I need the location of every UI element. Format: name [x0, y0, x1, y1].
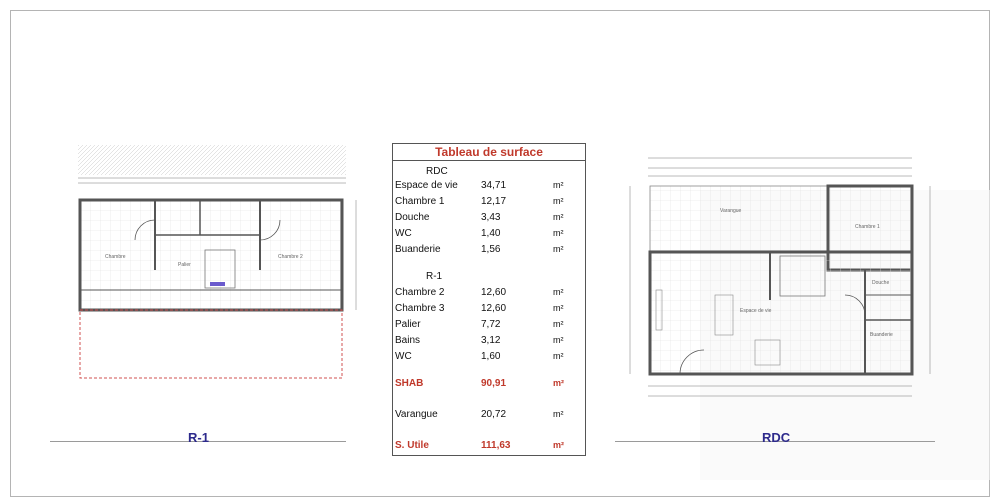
shab-row: SHAB 90,91 m² — [395, 378, 564, 389]
room-label-varangue: Varangue — [720, 208, 742, 214]
table-row: Chambre 3 12,60 m² — [395, 303, 564, 314]
room-label-chambre-left: Chambre — [105, 254, 126, 260]
table-row: WC 1,40 m² — [395, 228, 564, 239]
r1-section-header: R-1 — [426, 271, 443, 282]
room-label-chambre1: Chambre 1 — [855, 224, 880, 230]
table-row: Chambre 2 12,60 m² — [395, 287, 564, 298]
room-label-douche: Douche — [872, 280, 890, 286]
room-label-palier: Palier — [178, 262, 191, 268]
plan-r1 — [60, 140, 370, 385]
plan-rdc-drawing — [620, 150, 950, 410]
rdc-section-header: RDC — [426, 166, 448, 177]
table-row: Chambre 1 12,17 m² — [395, 196, 564, 207]
plan-r1-drawing — [60, 140, 370, 385]
table-row: Buanderie 1,56 m² — [395, 244, 564, 255]
rdc-main-walls — [650, 252, 912, 374]
room-label-espace: Espace de vie — [740, 308, 772, 314]
s-utile-row: S. Utile 111,63 m² — [395, 440, 564, 451]
rdc-varangue — [650, 186, 828, 252]
room-label-buanderie: Buanderie — [870, 332, 893, 338]
plan-rdc-title: RDC — [762, 430, 791, 445]
table-row: Palier 7,72 m² — [395, 319, 564, 330]
table-row: Bains 3,12 m² — [395, 335, 564, 346]
room-label-chambre-right: Chambre 2 — [278, 254, 303, 260]
table-title: Tableau de surface — [393, 144, 585, 161]
varangue-row: Varangue 20,72 m² — [395, 409, 564, 420]
plan-rdc — [620, 150, 950, 410]
table-row: WC 1,60 m² — [395, 351, 564, 362]
plan-r1-title: R-1 — [188, 430, 209, 445]
table-row: Douche 3,43 m² — [395, 212, 564, 223]
table-row: Espace de vie 34,71 m² — [395, 180, 564, 191]
roof-hatch — [78, 145, 346, 175]
surface-table — [392, 143, 586, 456]
r1-varangue-outline — [80, 310, 342, 378]
